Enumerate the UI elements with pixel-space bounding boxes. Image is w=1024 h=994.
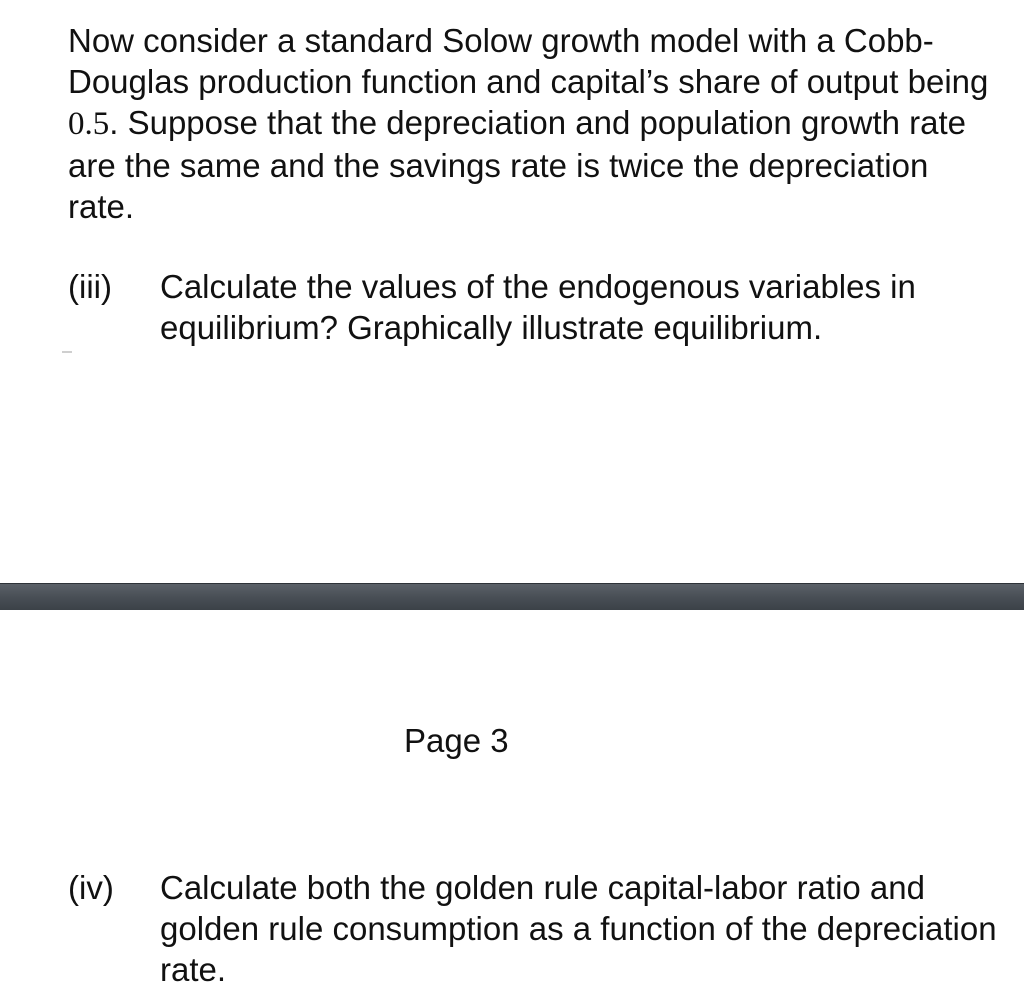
question-iv-text: Calculate both the golden rule capital-labor ratio and golden rule consumption as a function of the depreciation rate. [160, 869, 997, 988]
question-iv-label: (iv) [68, 869, 114, 906]
page-divider [0, 583, 1024, 610]
intro-paragraph [68, 20, 998, 227]
intro-text-start: Now consider a standard Solow growth model with a Cobb-Douglas production function and capital’s share of output being [68, 22, 989, 100]
question-iii-label: (iii) [68, 268, 112, 305]
page-number: Page 3 [404, 722, 509, 759]
question-iii-text: Calculate the values of the endogenous variables in equilibrium? Graphically illustrate equilibrium. [160, 268, 916, 346]
capital-share-value: 0.5 [68, 106, 110, 142]
scan-artifact [62, 351, 72, 353]
intro-text-end: . Suppose that the depreciation and population growth rate are the same and the savings rate is twice the depreciation rate. [68, 104, 967, 225]
